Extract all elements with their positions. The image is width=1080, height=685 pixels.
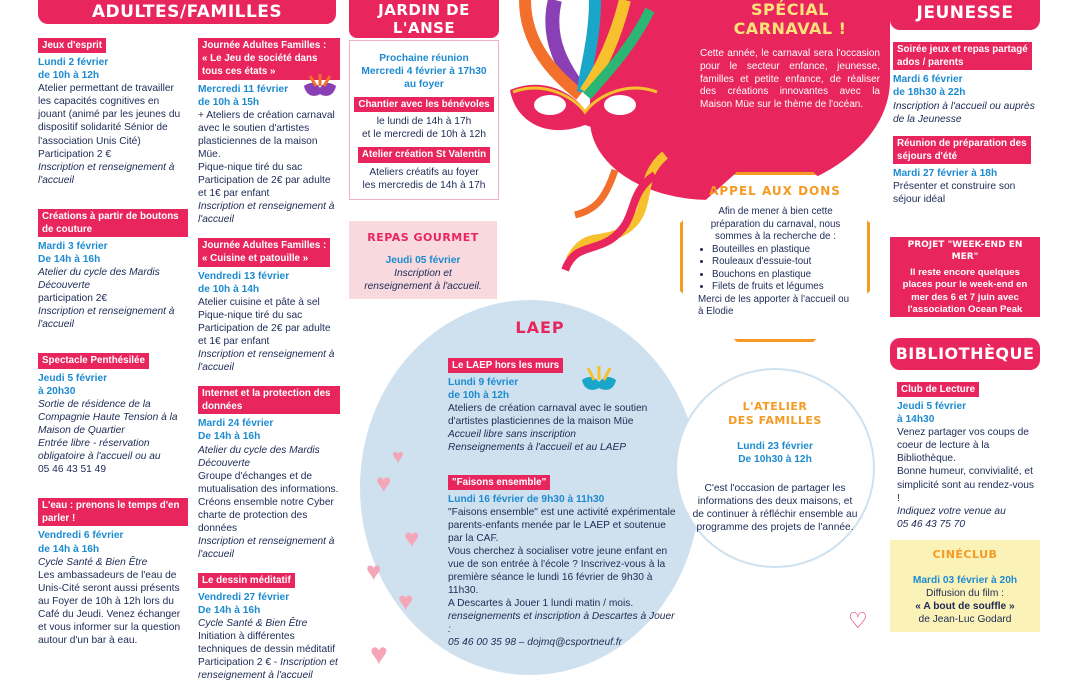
event-cycle: Atelier du cycle des Mardis Découverte <box>198 444 320 469</box>
biblio-date: Jeudi 5 février à 14h30 <box>897 401 967 426</box>
appel-content <box>698 206 853 319</box>
event-cycle: Atelier du cycle des Mardis Découverte <box>38 267 160 292</box>
event-note: Inscription et renseignement à l'accueil <box>198 657 338 682</box>
event-date: Vendredi 27 février De 14h à 16h <box>198 592 290 617</box>
event-phone: 05 46 43 51 49 <box>38 464 106 475</box>
jeunesse-tag: Soirée jeux et repas partagé ados / parents <box>893 42 1032 70</box>
laep-date1: Lundi 9 février de 10h à 12h <box>448 377 519 402</box>
event-note: Inscription et renseignement à l'accueil <box>38 161 175 186</box>
event-body <box>198 630 340 682</box>
event-tag: Journée Adultes Familles : « Le Jeu de société dans tous ces états » <box>198 38 340 80</box>
event-note: Inscription et renseignement à l'accueil <box>198 348 335 373</box>
jardin-valentin: Ateliers créatifs au foyer les mercredis de 14h à 17h <box>362 166 486 191</box>
repas-date: Jeudi 05 février <box>385 255 461 266</box>
event-body-text: Initiation à différentes techniques de dessin méditatif Participation 2 € - <box>198 631 336 669</box>
biblio-content <box>897 382 1037 531</box>
header-atelier: L'ATELIER DES FAMILLES <box>728 400 822 427</box>
carnival-mask-icon <box>485 0 680 165</box>
cine-line3: de Jean-Luc Godard <box>918 614 1012 626</box>
event-cycle: Cycle Santé & Bien Être <box>198 618 308 630</box>
heart-icon: ♥ <box>366 556 382 586</box>
event-date: Vendredi 6 février de 14h à 16h <box>38 530 124 555</box>
event-jeux-esprit <box>38 38 188 187</box>
header-repas: REPAS GOURMET <box>367 231 479 244</box>
event-tag: Le dessin méditatif <box>198 573 295 588</box>
event-spectacle <box>38 353 188 476</box>
mask-small-icon <box>580 366 618 396</box>
header-jeunesse: JEUNESSE <box>890 0 1040 30</box>
event-body: participation 2€ <box>38 293 108 305</box>
appel-item: • Bouchons en plastique <box>712 269 853 282</box>
laep-date2: Lundi 16 février de 9h30 à 11h30 <box>448 493 605 505</box>
heart-icon: ♥ <box>376 468 392 498</box>
event-tag: Internet et la protection des données <box>198 386 340 414</box>
header-adultes: ADULTES/FAMILLES <box>38 0 336 24</box>
event-note: Inscription et renseignement à l'accueil <box>198 201 335 226</box>
event-note: Inscription et renseignement à l'accueil <box>38 306 175 331</box>
header-carnaval: SPÉCIAL CARNAVAL ! <box>733 0 847 38</box>
event-date: Vendredi 13 février de 10h à 14h <box>198 270 290 295</box>
event-body: Groupe d'échanges et de mutualisation des informations. Créons ensemble notre Cyber charte de protection des données <box>198 470 339 534</box>
col2-events <box>198 38 340 685</box>
event-tag: Spectacle Penthésilée <box>38 353 149 368</box>
appel-item: • Filets de fruits et légumes <box>712 281 853 294</box>
biblio-body: Venez partager vos coups de coeur de lecture à la Bibliothèque. Bonne humeur, convivialité, et simplicité sont au rendez-vous ! <box>897 427 1035 504</box>
jardin-chantier: le lundi de 14h à 17h et le mercredi de 10h à 12h <box>361 116 487 141</box>
laep-body2: "Faisons ensemble" est une activité expérimentale parents-enfants menée par le LAEP et soutenue par la CAF. Vous cherchez à socialiser votre jeune enfant en vue de son entrée à l'école ? Inscrivez-vous à la première séance le lundi 16 février de 9h30 à 11h30. A Descartes à Jouer 1 lundi matin / mois. <box>448 506 676 610</box>
header-cineclub: CINÉCLUB <box>932 548 998 561</box>
jeunesse-tag: Réunion de préparation des séjours d'été <box>893 136 1031 164</box>
event-eau <box>38 498 188 647</box>
laep-body1: Ateliers de création carnaval avec le soutien d'artistes plasticiennes de la maison Müe <box>448 403 648 428</box>
weekend-title: PROJET "WEEK-END EN MER" <box>907 240 1023 262</box>
weekend-text: Il reste encore quelques places pour le week-end en mer des 6 et 7 juin avec l'association Ocean Peak <box>902 267 1028 315</box>
appel-item: • Rouleaux d'essuie-tout <box>712 256 853 269</box>
jeunesse-date: Mardi 6 février de 18h30 à 22h <box>893 74 966 99</box>
heart-icon: ♡ <box>848 608 868 633</box>
header-bibliotheque: BIBLIOTHÈQUE <box>890 338 1040 370</box>
event-internet <box>198 386 340 561</box>
event-tag: Créations à partir de boutons de couture <box>38 209 188 237</box>
atelier-content <box>692 440 858 534</box>
event-body: Les ambassadeurs de l'eau de Unis-Cité seront aussi présents au Foyer de 10h à 12h lors du Café du Jeudi. Venez échanger et vous informer sur la question autour d'un bar à eau. <box>38 569 181 646</box>
appel-intro: Afin de mener à bien cette préparation du carnaval, nous sommes à la recherche de : <box>710 206 841 243</box>
jardin-reunion: Prochaine réunion Mercredi 4 février à 17h30 au foyer <box>361 53 487 91</box>
heart-icon: ♥ <box>404 523 420 553</box>
jardin-valentin-tag: Atelier création St Valentin <box>358 147 490 162</box>
biblio-tag: Club de Lecture <box>897 382 979 397</box>
event-body: Atelier cuisine et pâte à sel Pique-nique tiré du sac Participation de 2€ par adulte et 1€ par enfant <box>198 296 331 347</box>
laep-tag-faisons: "Faisons ensemble" <box>448 475 550 490</box>
heart-icon: ♥ <box>392 446 404 468</box>
mask-small-icon <box>302 74 338 102</box>
event-tag: Jeux d'esprit <box>38 38 106 53</box>
event-tag: L'eau : prenons le temps d'en parler ! <box>38 498 188 526</box>
cine-content <box>893 574 1037 626</box>
repas-text: Inscription et renseignement à l'accueil. <box>364 268 482 293</box>
appel-item: • Bouteilles en plastique <box>712 244 853 257</box>
appel-outro: Merci de les apporter à l'accueil ou à Elodie <box>698 293 850 318</box>
laep-note1: Accueil libre sans inscription Renseignements à l'accueil et au LAEP <box>448 429 627 454</box>
jeunesse-body: Présenter et construire son séjour idéal <box>893 181 1016 206</box>
atelier-text: C'est l'occasion de partager les informations des deux maisons, et de continuer à réfléchir ensemble au programme des projets de l'année. <box>692 483 858 534</box>
weekend-box <box>890 237 1040 317</box>
event-date: Lundi 2 février de 10h à 12h <box>38 57 109 82</box>
event-date: Jeudi 5 février à 20h30 <box>38 372 108 397</box>
event-body: Atelier permettant de travailler les capacités cognitives en jouant (animé par les jeunes du dispositif solidarité Sénior de l'association Unis Cité) Participation 2 € <box>38 83 181 160</box>
event-cycle: Cycle Santé & Bien Être <box>38 556 148 568</box>
event-cuisine <box>198 238 340 374</box>
carnaval-text: Cette année, le carnaval sera l'occasion pour le secteur enfance, jeunesse, familles et petite enfance, de réaliser des créations innovantes avec la Maison Müe sur le thème de l'océan. <box>700 48 880 111</box>
event-tag: Journée Adultes Familles : « Cuisine et patouille » <box>198 238 330 266</box>
biblio-note: Indiquez votre venue au 05 46 43 75 70 <box>897 505 1006 530</box>
event-date: Mardi 24 février De 14h à 16h <box>198 418 274 443</box>
heart-icon: ♥ <box>370 638 388 671</box>
cine-line1: Diffusion du film : <box>926 588 1004 600</box>
laep-content <box>448 358 678 649</box>
col1-events <box>38 38 188 650</box>
jardin-chantier-tag: Chantier avec les bénévoles <box>354 97 493 112</box>
event-jeu-societe <box>198 38 340 226</box>
event-dessin <box>198 573 340 683</box>
heart-icon: ♥ <box>398 586 414 616</box>
header-jardin: JARDIN DE L'ANSE <box>349 0 499 38</box>
event-cycle: Sortie de résidence de la Compagnie Haute Tension à la Maison de Quartier Entrée libre - réservation obligatoire à l'accueil ou au <box>38 398 178 462</box>
header-appel: APPEL AUX DONS <box>709 184 841 198</box>
event-date: Mardi 3 février De 14h à 16h <box>38 241 108 266</box>
jeunesse-date: Mardi 27 février à 18h <box>893 168 998 180</box>
laep-contact: 05 46 00 35 98 – dojmq@csportneuf.fr <box>448 637 623 649</box>
jardin-content <box>353 52 495 192</box>
repas-content <box>352 254 494 293</box>
event-body: + Ateliers de création carnaval avec le soutien d'artistes plasticiennes de la maison Müe. Pique-nique tiré du sac Participation de 2€ par adulte et 1€ par enfant <box>198 109 335 200</box>
laep-note2: renseignements et inscription à Descartes à Jouer : <box>448 611 675 636</box>
jeunesse-content <box>893 42 1038 206</box>
cine-date: Mardi 03 février à 20h <box>912 575 1018 586</box>
event-date: Mercredi 11 février de 10h à 15h <box>198 83 289 108</box>
laep-tag-hors-murs: Le LAEP hors les murs <box>448 358 563 373</box>
event-boutons <box>38 209 188 332</box>
appel-list <box>712 244 853 294</box>
ribbon-icon <box>545 150 675 280</box>
atelier-date: Lundi 23 février De 10h30 à 12h <box>737 441 813 466</box>
jeunesse-note: Inscription à l'accueil ou auprès de la Jeunesse <box>893 100 1035 125</box>
cine-film: « A bout de souffle » <box>915 601 1015 613</box>
event-note: Inscription et renseignement à l'accueil <box>198 535 335 560</box>
header-laep: LAEP <box>515 318 565 337</box>
